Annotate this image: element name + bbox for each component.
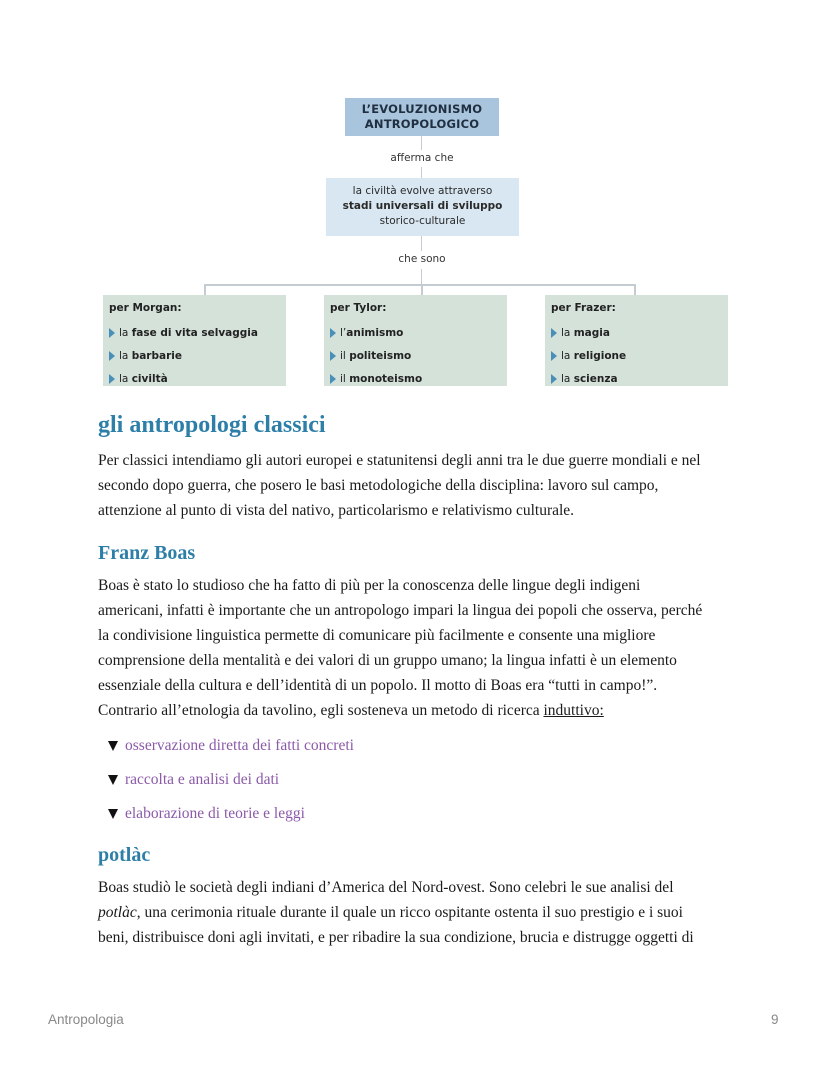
heading-antropologi-classici: gli antropologi classici bbox=[98, 412, 326, 438]
triangle-down-icon bbox=[108, 741, 118, 751]
connector-line bbox=[421, 167, 422, 178]
list-item-text: elaborazione di teorie e leggi bbox=[125, 805, 305, 822]
diagram-title-line-1: L’EVOLUZIONISMO bbox=[361, 102, 483, 116]
item-prefix: la bbox=[561, 326, 574, 339]
item-prefix: la bbox=[561, 372, 574, 385]
paragraph-boas bbox=[98, 573, 738, 723]
list-item bbox=[108, 763, 354, 797]
diagram-title-box bbox=[345, 98, 499, 136]
mid-line-2: stadi universali di sviluppo bbox=[342, 200, 503, 212]
box-item bbox=[109, 321, 286, 344]
list-item-text: osservazione diretta dei fatti concreti bbox=[125, 737, 354, 754]
item-term: scienza bbox=[573, 372, 618, 385]
text-line: la condivisione linguistica permette di comunicare più facilmente e consente una migliore bbox=[98, 627, 656, 644]
mid-line-1: la civiltà evolve attraverso bbox=[352, 185, 493, 197]
page-number: 9 bbox=[771, 1012, 779, 1027]
item-term: magia bbox=[573, 326, 610, 339]
box-item bbox=[109, 344, 286, 367]
box-item bbox=[551, 321, 728, 344]
item-prefix: la bbox=[561, 349, 574, 362]
item-term: animismo bbox=[346, 326, 404, 339]
item-prefix: l’ bbox=[340, 326, 347, 339]
list-item bbox=[108, 729, 354, 763]
box-heading: per Tylor: bbox=[330, 302, 387, 314]
box-item bbox=[551, 344, 728, 367]
text-line: Boas studiò le società degli indiani d’America del Nord-ovest. Sono celebri le sue analisi del bbox=[98, 879, 674, 896]
branch-line bbox=[204, 284, 636, 286]
text-line: Per classici intendiamo gli autori europei e statunitensi degli anni tra le due guerre mondiali e nel bbox=[98, 452, 701, 469]
connector-line bbox=[421, 236, 422, 251]
list-item-text: raccolta e analisi dei dati bbox=[125, 771, 280, 788]
item-term: politeismo bbox=[349, 349, 412, 362]
item-prefix: la bbox=[119, 326, 132, 339]
paragraph-potlac bbox=[98, 875, 738, 950]
connector-label-afferma: afferma che bbox=[390, 152, 454, 164]
footer-title: Antropologia bbox=[48, 1012, 124, 1027]
triangle-bullet-icon bbox=[551, 351, 557, 361]
triangle-bullet-icon bbox=[551, 328, 557, 338]
triangle-bullet-icon bbox=[330, 374, 336, 384]
triangle-down-icon bbox=[108, 809, 118, 819]
item-term: religione bbox=[573, 349, 627, 362]
box-tylor bbox=[324, 295, 507, 386]
underlined-term: induttivo: bbox=[543, 702, 604, 719]
box-item bbox=[330, 367, 507, 390]
connector-line bbox=[421, 284, 423, 295]
diagram-title-line-2: ANTROPOLOGICO bbox=[364, 117, 480, 131]
text-line bbox=[98, 900, 738, 925]
box-morgan bbox=[103, 295, 286, 386]
connector-line bbox=[204, 284, 206, 295]
heading-potlac: potlàc bbox=[98, 844, 151, 866]
item-term: fase di vita selvaggia bbox=[131, 326, 258, 339]
box-item bbox=[330, 321, 507, 344]
diagram-mid-box bbox=[326, 178, 519, 236]
text-line: beni, distribuisce doni agli invitati, e per ribadire la sua condizione, brucia e distrugge oggetti di bbox=[98, 929, 694, 946]
connector-label-che-sono: che sono bbox=[398, 253, 446, 265]
paragraph-classici bbox=[98, 448, 738, 523]
text-segment: , una cerimonia rituale durante il quale un ricco ospitante ostenta il suo prestigio e i suoi bbox=[136, 904, 683, 921]
item-prefix: la bbox=[119, 372, 132, 385]
connector-line bbox=[634, 284, 636, 295]
mid-line-3: storico-culturale bbox=[379, 215, 466, 227]
triangle-down-icon bbox=[108, 775, 118, 785]
triangle-bullet-icon bbox=[551, 374, 557, 384]
box-heading: per Frazer: bbox=[551, 302, 616, 314]
text-line: americani, infatti è importante che un antropologo impari la lingua dei popoli che osserva, perché bbox=[98, 602, 703, 619]
heading-franz-boas: Franz Boas bbox=[98, 542, 196, 564]
box-heading: per Morgan: bbox=[109, 302, 182, 314]
connector-line bbox=[421, 269, 422, 284]
text-line: Boas è stato lo studioso che ha fatto di più per la conoscenza delle lingue degli indigeni bbox=[98, 577, 641, 594]
item-term: monoteismo bbox=[349, 372, 423, 385]
box-item bbox=[109, 367, 286, 390]
list-item bbox=[108, 797, 354, 831]
triangle-bullet-icon bbox=[109, 328, 115, 338]
item-prefix: il bbox=[340, 349, 350, 362]
text-line: essenziale della cultura e dell’identità di un popolo. Il motto di Boas era “tutti in campo!”. bbox=[98, 677, 658, 694]
item-term: barbarie bbox=[131, 349, 182, 362]
text-line: comprensione della mentalità e dei valori di un gruppo umano; la lingua infatti è un elemento bbox=[98, 652, 677, 669]
item-term: civiltà bbox=[131, 372, 168, 385]
connector-line bbox=[421, 136, 422, 150]
box-frazer bbox=[545, 295, 728, 386]
triangle-bullet-icon bbox=[330, 328, 336, 338]
box-item bbox=[551, 367, 728, 390]
method-list bbox=[108, 729, 354, 831]
italic-term: potlàc bbox=[98, 904, 137, 921]
box-item bbox=[330, 344, 507, 367]
item-prefix: la bbox=[119, 349, 132, 362]
text-line: attenzione al punto di vista del nativo, particolarismo e relativismo culturale. bbox=[98, 502, 575, 519]
triangle-bullet-icon bbox=[109, 374, 115, 384]
text-line: secondo dopo guerra, che posero le basi metodologiche della disciplina: lavoro sul campo, bbox=[98, 477, 659, 494]
text-segment: Contrario all’etnologia da tavolino, egli sosteneva un metodo di ricerca bbox=[98, 702, 544, 719]
triangle-bullet-icon bbox=[109, 351, 115, 361]
triangle-bullet-icon bbox=[330, 351, 336, 361]
item-prefix: il bbox=[340, 372, 350, 385]
concept-map bbox=[0, 0, 828, 400]
text-line bbox=[98, 698, 738, 723]
